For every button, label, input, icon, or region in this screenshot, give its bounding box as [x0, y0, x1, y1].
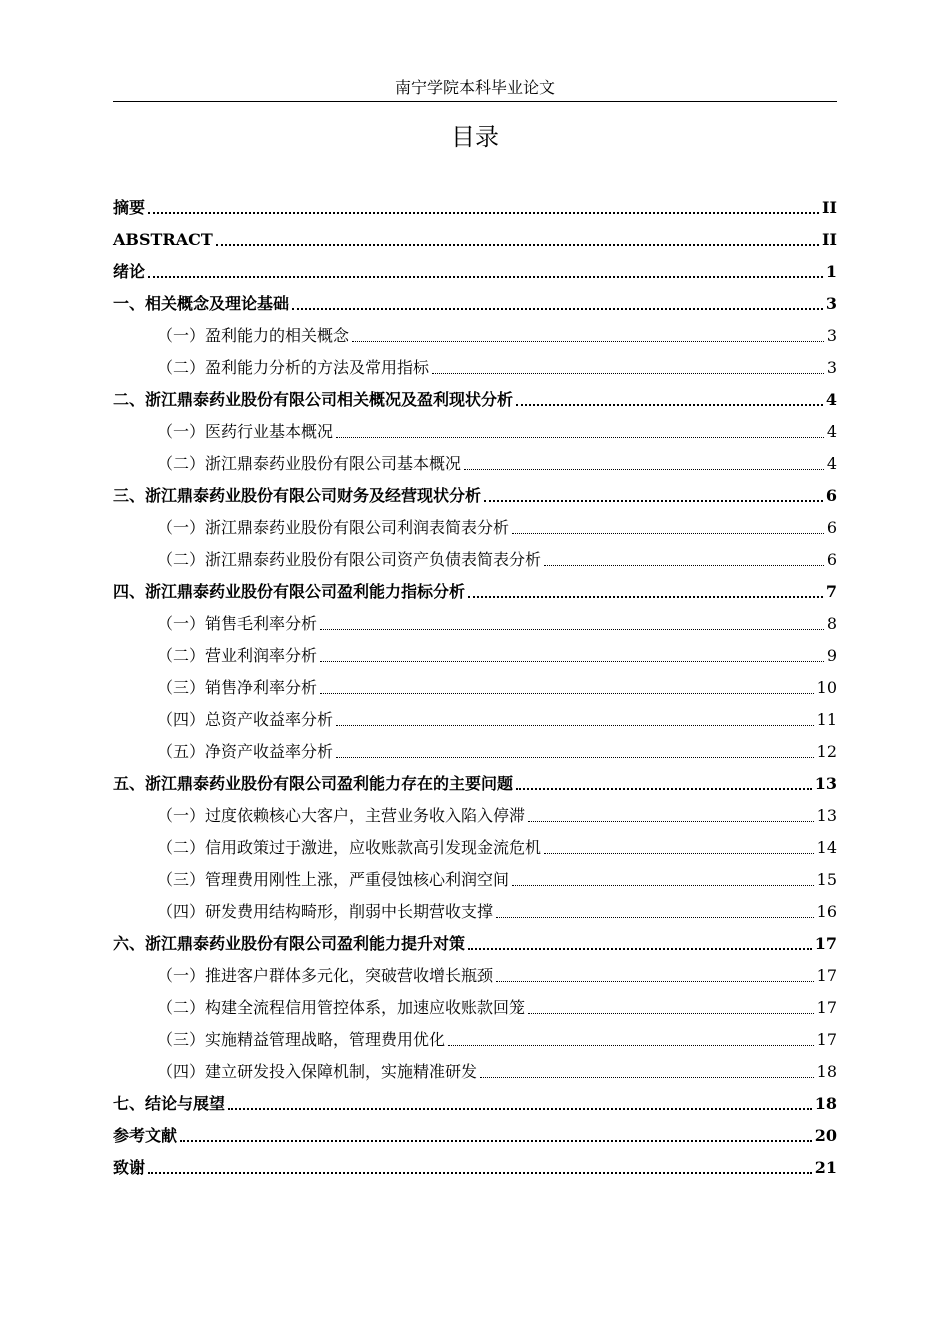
- toc-entry-label: 三、浙江鼎泰药业股份有限公司财务及经营现状分析: [113, 486, 482, 505]
- toc-entry-chapter[interactable]: [113, 288, 837, 320]
- toc-dot-leader: [148, 1171, 812, 1174]
- toc-entry-page-number: 14: [816, 838, 837, 857]
- toc-entry-section[interactable]: [113, 544, 837, 576]
- toc-entry-page-number: 6: [826, 550, 837, 569]
- toc-dot-leader: [432, 372, 824, 374]
- toc-dot-leader: [292, 307, 823, 310]
- toc-entry-section[interactable]: [113, 800, 837, 832]
- toc-entry-page-number: 13: [814, 774, 837, 793]
- toc-dot-leader: [480, 1076, 814, 1078]
- toc-dot-leader: [484, 499, 823, 502]
- toc-entry-page-number: 1: [825, 262, 837, 281]
- toc-entry-section[interactable]: [113, 512, 837, 544]
- toc-entry-label: 致谢: [113, 1158, 146, 1177]
- toc-entry-label: （一）盈利能力的相关概念: [157, 326, 350, 345]
- toc-entry-page-number: II: [822, 230, 837, 249]
- toc-entry-label: （二）构建全流程信用管控体系，加速应收账款回笼: [157, 998, 526, 1017]
- toc-entry-label: （二）营业利润率分析: [157, 646, 318, 665]
- toc-entry-label: 摘要: [113, 198, 146, 217]
- toc-entry-chapter[interactable]: [113, 1152, 837, 1184]
- toc-entry-label: （一）浙江鼎泰药业股份有限公司利润表简表分析: [157, 518, 510, 537]
- toc-entry-page-number: 4: [826, 454, 837, 473]
- toc-entry-label: 四、浙江鼎泰药业股份有限公司盈利能力指标分析: [113, 582, 466, 601]
- toc-dot-leader: [468, 595, 823, 598]
- toc-entry-page-number: 3: [826, 326, 837, 345]
- table-of-contents: [113, 192, 837, 1184]
- toc-dot-leader: [336, 756, 814, 758]
- toc-entry-page-number: 16: [816, 902, 837, 921]
- toc-entry-label: 一、相关概念及理论基础: [113, 294, 290, 313]
- toc-entry-section[interactable]: [113, 608, 837, 640]
- toc-entry-label: （二）盈利能力分析的方法及常用指标: [157, 358, 430, 377]
- toc-dot-leader: [320, 692, 814, 694]
- toc-entry-page-number: 12: [816, 742, 837, 761]
- toc-dot-leader: [516, 403, 823, 406]
- toc-entry-page-number: 15: [816, 870, 837, 889]
- toc-entry-chapter[interactable]: [113, 480, 837, 512]
- toc-dot-leader: [336, 436, 824, 438]
- toc-entry-page-number: 20: [814, 1126, 837, 1145]
- toc-entry-page-number: 11: [816, 710, 837, 729]
- toc-entry-page-number: 9: [826, 646, 837, 665]
- toc-entry-page-number: 4: [826, 422, 837, 441]
- toc-entry-section[interactable]: [113, 736, 837, 768]
- toc-dot-leader: [496, 916, 814, 918]
- toc-entry-label: 绪论: [113, 262, 146, 281]
- toc-entry-label: （一）推进客户群体多元化，突破营收增长瓶颈: [157, 966, 494, 985]
- toc-dot-leader: [228, 1107, 812, 1110]
- toc-entry-section[interactable]: [113, 320, 837, 352]
- toc-entry-section[interactable]: [113, 832, 837, 864]
- toc-entry-page-number: II: [822, 198, 837, 217]
- toc-entry-page-number: 13: [816, 806, 837, 825]
- toc-entry-page-number: 3: [826, 358, 837, 377]
- running-header: [113, 76, 837, 102]
- toc-dot-leader: [512, 532, 824, 534]
- toc-entry-chapter[interactable]: [113, 928, 837, 960]
- toc-dot-leader: [544, 852, 814, 854]
- toc-entry-section[interactable]: [113, 416, 837, 448]
- toc-entry-label: （二）信用政策过于激进，应收账款高引发现金流危机: [157, 838, 542, 857]
- toc-dot-leader: [544, 564, 824, 566]
- toc-entry-section[interactable]: [113, 352, 837, 384]
- toc-entry-chapter[interactable]: [113, 192, 837, 224]
- toc-entry-page-number: 21: [814, 1158, 837, 1177]
- toc-entry-section[interactable]: [113, 704, 837, 736]
- toc-entry-label: ABSTRACT: [113, 230, 213, 249]
- toc-entry-chapter[interactable]: [113, 1088, 837, 1120]
- toc-entry-page-number: 8: [826, 614, 837, 633]
- toc-dot-leader: [512, 884, 814, 886]
- toc-entry-label: （三）管理费用刚性上涨，严重侵蚀核心利润空间: [157, 870, 510, 889]
- toc-entry-chapter[interactable]: [113, 384, 837, 416]
- toc-dot-leader: [496, 980, 814, 982]
- toc-entry-section[interactable]: [113, 672, 837, 704]
- toc-entry-chapter[interactable]: [113, 768, 837, 800]
- toc-entry-label: （一）过度依赖核心大客户，主营业务收入陷入停滞: [157, 806, 526, 825]
- toc-entry-label: 参考文献: [113, 1126, 178, 1145]
- toc-entry-section[interactable]: [113, 992, 837, 1024]
- toc-entry-chapter[interactable]: [113, 256, 837, 288]
- toc-entry-section[interactable]: [113, 640, 837, 672]
- toc-entry-chapter[interactable]: [113, 1120, 837, 1152]
- toc-entry-label: （一）销售毛利率分析: [157, 614, 318, 633]
- toc-dot-leader: [336, 724, 814, 726]
- toc-entry-label: （一）医药行业基本概况: [157, 422, 334, 441]
- toc-entry-page-number: 3: [825, 294, 837, 313]
- toc-dot-leader: [148, 211, 819, 214]
- toc-entry-section[interactable]: [113, 960, 837, 992]
- toc-entry-page-number: 4: [825, 390, 837, 409]
- toc-dot-leader: [216, 243, 819, 246]
- toc-entry-section[interactable]: [113, 1056, 837, 1088]
- toc-entry-label: 六、浙江鼎泰药业股份有限公司盈利能力提升对策: [113, 934, 466, 953]
- toc-entry-page-number: 18: [814, 1094, 837, 1113]
- toc-entry-section[interactable]: [113, 1024, 837, 1056]
- running-header-text: 南宁学院本科毕业论文: [394, 78, 555, 97]
- toc-entry-page-number: 6: [825, 486, 837, 505]
- toc-entry-chapter[interactable]: [113, 576, 837, 608]
- toc-dot-leader: [320, 660, 824, 662]
- toc-entry-label: 七、结论与展望: [113, 1094, 226, 1113]
- toc-dot-leader: [528, 1012, 814, 1014]
- toc-entry-label: 五、浙江鼎泰药业股份有限公司盈利能力存在的主要问题: [113, 774, 514, 793]
- page-title: 目录: [451, 123, 499, 151]
- toc-entry-page-number: 10: [816, 678, 837, 697]
- toc-entry-label: （四）研发费用结构畸形，削弱中长期营收支撑: [157, 902, 494, 921]
- toc-entry-label: （三）实施精益管理战略，管理费用优化: [157, 1030, 446, 1049]
- toc-entry-page-number: 18: [816, 1062, 837, 1081]
- toc-entry-section[interactable]: [113, 864, 837, 896]
- toc-entry-page-number: 7: [825, 582, 837, 601]
- toc-dot-leader: [180, 1139, 812, 1142]
- toc-entry-section[interactable]: [113, 448, 837, 480]
- toc-dot-leader: [352, 340, 824, 342]
- toc-dot-leader: [320, 628, 824, 630]
- toc-entry-page-number: 6: [826, 518, 837, 537]
- toc-dot-leader: [464, 468, 824, 470]
- toc-dot-leader: [516, 787, 812, 790]
- toc-dot-leader: [528, 820, 814, 822]
- toc-dot-leader: [448, 1044, 814, 1046]
- toc-entry-label: （三）销售净利率分析: [157, 678, 318, 697]
- toc-dot-leader: [468, 947, 812, 950]
- toc-dot-leader: [148, 275, 823, 278]
- toc-entry-label: （五）净资产收益率分析: [157, 742, 334, 761]
- toc-entry-chapter[interactable]: [113, 224, 837, 256]
- toc-entry-label: （二）浙江鼎泰药业股份有限公司资产负债表简表分析: [157, 550, 542, 569]
- toc-entry-page-number: 17: [816, 1030, 837, 1049]
- toc-entry-label: （二）浙江鼎泰药业股份有限公司基本概况: [157, 454, 462, 473]
- toc-entry-label: （四）总资产收益率分析: [157, 710, 334, 729]
- toc-entry-page-number: 17: [814, 934, 837, 953]
- toc-entry-page-number: 17: [816, 998, 837, 1017]
- toc-entry-section[interactable]: [113, 896, 837, 928]
- toc-entry-page-number: 17: [816, 966, 837, 985]
- toc-entry-label: 二、浙江鼎泰药业股份有限公司相关概况及盈利现状分析: [113, 390, 514, 409]
- toc-entry-label: （四）建立研发投入保障机制，实施精准研发: [157, 1062, 478, 1081]
